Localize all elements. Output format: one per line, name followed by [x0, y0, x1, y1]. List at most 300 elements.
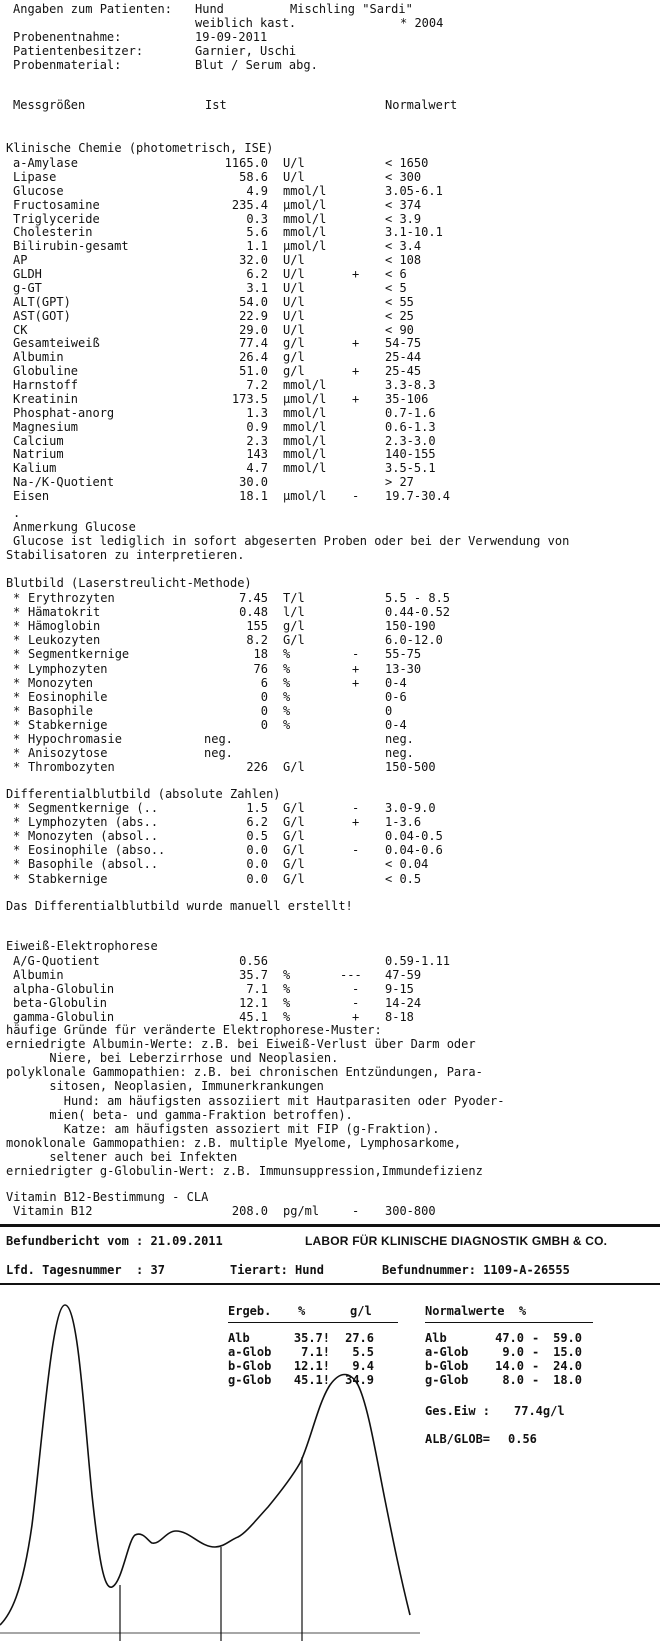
result-range: 3.05-6.1 — [385, 183, 443, 198]
result-flag: - — [352, 647, 360, 662]
sample-date-label: Probenentnahme: — [13, 30, 122, 44]
result-value: 18.1 — [239, 489, 268, 504]
result-name: Segmentkernige (.. — [28, 801, 159, 815]
result-unit: mmol/l — [283, 433, 327, 448]
ep-row-pct: 7.1! — [301, 1345, 330, 1359]
result-unit: % — [283, 717, 291, 732]
result-range: 3.3-8.3 — [385, 378, 436, 393]
result-unit: G/l — [283, 857, 305, 872]
result-range: 6.0-12.0 — [385, 633, 443, 648]
result-value: 4.9 — [246, 183, 268, 198]
result-flag: + — [352, 391, 360, 406]
result-range: 150-190 — [385, 619, 436, 634]
lab-name: LABOR FÜR KLINISCHE DIAGNOSTIK GMBH & CO. — [305, 1234, 608, 1248]
result-flag: + — [352, 661, 360, 676]
result-unit: T/l — [283, 591, 305, 605]
result-name: GLDH — [13, 267, 42, 282]
result-unit: % — [283, 675, 291, 690]
result-range: < 1650 — [385, 156, 429, 170]
result-name: Harnstoff — [13, 378, 79, 393]
result-range: < 0.5 — [385, 871, 422, 886]
result-flag: + — [352, 336, 360, 351]
note-line: erniedrigte Albumin-Werte: z.B. bei Eiweiß-Verlust über Darm oder — [6, 1037, 476, 1052]
ep-row-pct: 45.1! — [293, 1373, 330, 1387]
normal-row-high: 59.0 — [553, 1331, 582, 1345]
result-name: Segmentkernige — [28, 647, 130, 662]
result-unit: mmol/l — [283, 183, 327, 198]
result-range: 0.6-1.3 — [385, 419, 436, 434]
result-unit: % — [283, 689, 291, 704]
day-number: Lfd. Tagesnummer : 37 — [6, 1263, 165, 1277]
result-range: < 6 — [385, 267, 407, 282]
vitamin-flag: - — [352, 1204, 360, 1218]
result-unit: g/l — [283, 350, 305, 365]
normal-row-low: 14.0 — [495, 1359, 524, 1373]
result-flag: + — [352, 815, 360, 830]
result-value: neg. — [204, 746, 233, 761]
normal-row-name: b-Glob — [425, 1359, 469, 1373]
result-star: * — [13, 717, 21, 732]
result-unit: mmol/l — [283, 225, 327, 240]
result-star: * — [13, 591, 21, 605]
result-value: 45.1 — [239, 1010, 268, 1025]
result-star: * — [13, 675, 21, 690]
total-protein-label: Ges.Eiw : — [425, 1404, 491, 1418]
result-star: * — [13, 829, 21, 844]
column-name-header: Messgrößen — [13, 98, 86, 112]
result-unit: G/l — [283, 829, 305, 844]
result-name: Magnesium — [13, 419, 79, 434]
result-unit: mmol/l — [283, 378, 327, 393]
result-unit: % — [283, 1010, 291, 1025]
result-value: 6.2 — [246, 815, 268, 830]
ep-row-name: b-Glob — [228, 1359, 272, 1373]
result-range: 0.59-1.11 — [385, 954, 451, 968]
vitamin-range: 300-800 — [385, 1204, 436, 1218]
result-star: * — [13, 815, 21, 830]
result-value: 77.4 — [239, 336, 268, 351]
result-value: 32.0 — [239, 253, 268, 268]
result-unit: mmol/l — [283, 461, 327, 476]
result-value: 58.6 — [239, 169, 268, 184]
result-name: CK — [13, 322, 28, 337]
result-unit: U/l — [283, 156, 305, 170]
result-range: 3.0-9.0 — [385, 801, 436, 815]
result-unit: U/l — [283, 253, 305, 268]
result-value: 30.0 — [239, 475, 268, 490]
ep-row-name: Alb — [228, 1331, 250, 1345]
result-star: * — [13, 689, 21, 704]
result-star: * — [13, 647, 21, 662]
result-range: 25-44 — [385, 350, 422, 365]
ep-header-pct: % — [298, 1304, 306, 1318]
birth-year: * 2004 — [400, 16, 444, 30]
result-unit: µmol/l — [283, 239, 327, 254]
result-star: * — [13, 760, 21, 775]
result-name: Leukozyten — [28, 633, 101, 648]
ep-header-ergeb: Ergeb. — [228, 1304, 272, 1318]
result-range: 5.5 - 8.5 — [385, 591, 451, 605]
result-range: 0-4 — [385, 717, 407, 732]
species: Hund — [195, 2, 224, 16]
result-range: 3.1-10.1 — [385, 225, 443, 240]
result-unit: µmol/l — [283, 197, 327, 212]
result-unit: G/l — [283, 871, 305, 886]
result-star: * — [13, 633, 21, 648]
result-value: 7.1 — [246, 982, 268, 997]
note-line: Niere, bei Leberzirrhose und Neoplasien. — [6, 1051, 339, 1066]
result-name: Lipase — [13, 169, 57, 184]
result-unit: % — [283, 982, 291, 997]
material: Blut / Serum abg. — [195, 58, 318, 72]
result-star: * — [13, 703, 21, 718]
result-value: 29.0 — [239, 322, 268, 337]
result-range: 0.04-0.5 — [385, 829, 443, 844]
result-flag: - — [352, 801, 360, 815]
result-unit: G/l — [283, 815, 305, 830]
normal-header: Normalwerte % — [425, 1304, 527, 1318]
result-name: ALT(GPT) — [13, 294, 71, 309]
result-flag: - — [352, 982, 360, 997]
alb-glob-ratio-label: ALB/GLOB= — [425, 1432, 491, 1446]
result-range: > 27 — [385, 475, 414, 490]
result-range: 0.44-0.52 — [385, 605, 451, 620]
ep-row-gl: 9.4 — [352, 1359, 374, 1373]
result-name: Kalium — [13, 461, 57, 476]
ep-row-name: a-Glob — [228, 1345, 272, 1359]
result-name: Basophile (absol.. — [28, 857, 159, 872]
result-value: 1.1 — [246, 239, 268, 254]
sex: weiblich kast. — [195, 16, 297, 30]
result-flag: + — [352, 675, 360, 690]
result-name: Kreatinin — [13, 391, 79, 406]
result-value: 7.2 — [246, 378, 268, 393]
diff-section-title: Differentialblutbild (absolute Zahlen) — [6, 787, 281, 801]
result-range: < 0.04 — [385, 857, 429, 872]
result-flag: + — [352, 1010, 360, 1025]
result-name: Albumin — [13, 350, 64, 365]
result-value: 235.4 — [231, 197, 268, 212]
result-name: Phosphat-anorg — [13, 405, 115, 420]
ep-row-pct: 12.1! — [293, 1359, 330, 1373]
result-range: 1-3.6 — [385, 815, 422, 830]
ep-row-name: g-Glob — [228, 1373, 272, 1387]
result-unit: µmol/l — [283, 391, 327, 406]
note-line: mien( beta- und gamma-Fraktion betroffen). — [6, 1107, 353, 1122]
ep-header-underline — [228, 1322, 398, 1323]
range-dash: - — [532, 1331, 540, 1345]
result-unit: U/l — [283, 267, 305, 282]
result-star: * — [13, 746, 21, 761]
result-name: AST(GOT) — [13, 308, 71, 323]
alb-glob-ratio-value: 0.56 — [508, 1432, 537, 1446]
note-line: seltener auch bei Infekten — [6, 1149, 238, 1164]
result-value: neg. — [204, 732, 233, 746]
result-flag: + — [352, 364, 360, 379]
chem-section-title: Klinische Chemie (photometrisch, ISE) — [6, 141, 274, 155]
result-value: 0.56 — [239, 954, 268, 968]
result-value: 6 — [260, 675, 268, 690]
patient-label: Angaben zum Patienten: — [13, 2, 172, 16]
result-name: beta-Globulin — [13, 996, 107, 1011]
result-unit: U/l — [283, 308, 305, 323]
result-range: 0-6 — [385, 689, 407, 704]
result-name: Anisozytose — [28, 746, 108, 761]
result-name: alpha-Globulin — [13, 982, 115, 997]
result-range: neg. — [385, 746, 414, 761]
result-range: 9-15 — [385, 982, 414, 997]
ep-row-gl: 34.9 — [345, 1373, 374, 1387]
animal-type: Tierart: Hund — [230, 1263, 324, 1277]
result-star: * — [13, 843, 21, 858]
result-value: 0.0 — [246, 843, 268, 858]
range-dash: - — [532, 1373, 540, 1387]
result-unit: G/l — [283, 801, 305, 815]
result-unit: % — [283, 968, 291, 983]
result-unit: mmol/l — [283, 419, 327, 434]
result-range: 0 — [385, 703, 393, 718]
result-value: 4.7 — [246, 461, 268, 476]
result-value: 18 — [253, 647, 268, 662]
result-name: Cholesterin — [13, 225, 93, 240]
result-name: AP — [13, 253, 28, 268]
range-dash: - — [532, 1359, 540, 1373]
result-value: 226 — [246, 760, 268, 775]
result-name: Thrombozyten — [28, 760, 115, 775]
note-line: sitosen, Neoplasien, Immunerkrankungen — [6, 1079, 324, 1094]
result-unit: g/l — [283, 336, 305, 351]
result-value: 0.9 — [246, 419, 268, 434]
result-range: 140-155 — [385, 447, 436, 462]
result-unit: G/l — [283, 760, 305, 775]
result-name: Calcium — [13, 433, 64, 448]
result-value: 26.4 — [239, 350, 268, 365]
diff-manual-note: Das Differentialblutbild wurde manuell erstellt! — [6, 899, 353, 913]
result-flag: - — [352, 489, 360, 504]
result-value: 54.0 — [239, 294, 268, 309]
result-unit: µmol/l — [283, 489, 327, 504]
result-star: * — [13, 605, 21, 620]
column-normal-header: Normalwert — [385, 98, 458, 112]
owner-label: Patientenbesitzer: — [13, 44, 144, 58]
result-name: Erythrozyten — [28, 591, 115, 605]
result-unit: U/l — [283, 294, 305, 309]
result-name: A/G-Quotient — [13, 954, 100, 968]
ep-row-gl: 5.5 — [352, 1345, 374, 1359]
vitamin-unit: pg/ml — [283, 1204, 320, 1218]
result-range: 25-45 — [385, 364, 422, 379]
result-name: Fructosamine — [13, 197, 100, 212]
result-name: Glucose — [13, 183, 64, 198]
total-protein-value: 77.4g/l — [514, 1404, 565, 1418]
result-range: < 5 — [385, 280, 407, 295]
normal-row-name: a-Glob — [425, 1345, 469, 1359]
note-line: Hund: am häufigsten assoziiert mit Hautparasiten oder Pyoder- — [6, 1093, 505, 1108]
result-range: 0.7-1.6 — [385, 405, 436, 420]
sample-date: 19-09-2011 — [195, 30, 268, 44]
result-star: * — [13, 801, 21, 815]
result-value: 0 — [260, 703, 268, 718]
result-unit: % — [283, 703, 291, 718]
result-star: * — [13, 619, 21, 634]
result-value: 0.0 — [246, 857, 268, 872]
result-unit: l/l — [283, 605, 305, 620]
result-flag: - — [352, 996, 360, 1011]
normal-row-low: 47.0 — [495, 1331, 524, 1345]
result-unit: mmol/l — [283, 405, 327, 420]
material-label: Probenmaterial: — [13, 58, 122, 72]
result-range: 54-75 — [385, 336, 422, 351]
report-top-rule — [0, 1224, 660, 1227]
result-unit: mmol/l — [283, 211, 327, 226]
result-unit: G/l — [283, 843, 305, 858]
vitamin-value: 208.0 — [231, 1204, 268, 1218]
report-title: Befundbericht vom : 21.09.2011 — [6, 1234, 223, 1248]
result-flag: + — [352, 267, 360, 282]
result-range: 47-59 — [385, 968, 422, 983]
vitamin-section-title: Vitamin B12-Bestimmung - CLA — [6, 1190, 209, 1204]
result-value: 12.1 — [239, 996, 268, 1011]
result-flag: - — [352, 843, 360, 858]
result-name: Triglyceride — [13, 211, 100, 226]
result-name: Basophile — [28, 703, 94, 718]
result-name: Lymphozyten (abs.. — [28, 815, 159, 830]
result-range: 55-75 — [385, 647, 422, 662]
result-range: 0-4 — [385, 675, 407, 690]
result-value: 155 — [246, 619, 268, 634]
result-range: 8-18 — [385, 1010, 414, 1025]
result-value: 0 — [260, 717, 268, 732]
result-name: g-GT — [13, 280, 42, 295]
result-unit: U/l — [283, 322, 305, 337]
result-value: 35.7 — [239, 968, 268, 983]
result-value: 0.3 — [246, 211, 268, 226]
result-name: Gesamteiweiß — [13, 336, 100, 351]
result-value: 6.2 — [246, 267, 268, 282]
result-star: * — [13, 871, 21, 886]
glucose-note-dot: . — [13, 506, 21, 520]
result-range: < 3.4 — [385, 239, 422, 254]
result-unit: U/l — [283, 280, 305, 295]
result-name: Monozyten (absol.. — [28, 829, 159, 844]
result-value: 173.5 — [231, 391, 268, 406]
result-name: a-Amylase — [13, 156, 79, 170]
glucose-note-title: Anmerkung Glucose — [13, 520, 136, 534]
result-range: 0.04-0.6 — [385, 843, 443, 858]
result-flag: --- — [340, 968, 362, 983]
result-range: 150-500 — [385, 760, 436, 775]
result-value: 22.9 — [239, 308, 268, 323]
result-value: 0.0 — [246, 871, 268, 886]
result-name: Stabkernige — [28, 871, 108, 886]
normal-row-low: 9.0 — [502, 1345, 524, 1359]
result-value: 1165.0 — [224, 156, 268, 170]
electro-section-title: Eiweiß-Elektrophorese — [6, 939, 158, 953]
result-unit: g/l — [283, 364, 305, 379]
result-range: < 55 — [385, 294, 414, 309]
normal-row-name: Alb — [425, 1331, 447, 1345]
result-name: gamma-Globulin — [13, 1010, 115, 1025]
note-line: Katze: am häufigsten assoziert mit FIP (g-Fraktion). — [6, 1121, 440, 1136]
normal-row-name: g-Glob — [425, 1373, 469, 1387]
result-unit: % — [283, 996, 291, 1011]
result-value: 3.1 — [246, 280, 268, 295]
normal-row-low: 8.0 — [502, 1373, 524, 1387]
note-line: polyklonale Gammopathien: z.B. bei chronischen Entzündungen, Para- — [6, 1065, 483, 1080]
result-value: 2.3 — [246, 433, 268, 448]
note-line: monoklonale Gammopathien: z.B. multiple Myelome, Lymphosarkome, — [6, 1135, 462, 1150]
result-name: Eisen — [13, 489, 50, 504]
result-name: Hämoglobin — [28, 619, 101, 634]
result-value: 0.48 — [239, 605, 268, 620]
result-unit: G/l — [283, 633, 305, 648]
result-value: 1.3 — [246, 405, 268, 420]
result-star: * — [13, 661, 21, 676]
glucose-note-text: Glucose ist lediglich in sofort abgeserten Proben oder bei der Verwendung von Stabilisatoren zu interpretieren. — [6, 534, 570, 562]
result-range: 13-30 — [385, 661, 422, 676]
result-range: 14-24 — [385, 996, 422, 1011]
result-name: Bilirubin-gesamt — [13, 239, 129, 254]
result-name: Hämatokrit — [28, 605, 101, 620]
normal-row-high: 15.0 — [553, 1345, 582, 1359]
result-unit: % — [283, 661, 291, 676]
range-dash: - — [532, 1345, 540, 1359]
result-name: Eosinophile (abso.. — [28, 843, 166, 858]
result-unit: mmol/l — [283, 447, 327, 462]
result-range: 2.3-3.0 — [385, 433, 436, 448]
ep-row-pct: 35.7! — [293, 1331, 330, 1345]
vitamin-name: Vitamin B12 — [13, 1204, 93, 1218]
result-unit: g/l — [283, 619, 305, 634]
result-name: Stabkernige — [28, 717, 108, 732]
result-name: Lymphozyten — [28, 661, 108, 676]
owner: Garnier, Uschi — [195, 44, 297, 58]
blood-section-title: Blutbild (Laserstreulicht-Methode) — [6, 576, 252, 590]
note-line: häufige Gründe für veränderte Elektrophorese-Muster: — [6, 1023, 382, 1037]
result-value: 143 — [246, 447, 268, 462]
result-name: Globuline — [13, 364, 79, 379]
result-range: < 90 — [385, 322, 414, 337]
result-value: 5.6 — [246, 225, 268, 240]
result-name: Natrium — [13, 447, 64, 462]
result-range: 3.5-5.1 — [385, 461, 436, 476]
note-line: erniedrigter g-Globulin-Wert: z.B. Immunsuppression,Immundefizienz — [6, 1164, 483, 1178]
result-unit: U/l — [283, 169, 305, 184]
report-number: Befundnummer: 1109-A-26555 — [382, 1263, 570, 1277]
result-name: Hypochromasie — [28, 732, 122, 746]
result-name: Albumin — [13, 968, 64, 983]
result-star: * — [13, 857, 21, 872]
result-range: neg. — [385, 732, 414, 746]
result-range: < 3.9 — [385, 211, 422, 226]
column-actual-header: Ist — [205, 98, 227, 112]
breed-name: Mischling "Sardi" — [290, 2, 413, 16]
normal-row-high: 24.0 — [553, 1359, 582, 1373]
result-value: 0 — [260, 689, 268, 704]
result-range: < 374 — [385, 197, 422, 212]
ep-header-gl: g/l — [350, 1304, 372, 1318]
result-value: 8.2 — [246, 633, 268, 648]
ep-row-gl: 27.6 — [345, 1331, 374, 1345]
result-value: 7.45 — [239, 591, 268, 605]
result-value: 1.5 — [246, 801, 268, 815]
normal-row-high: 18.0 — [553, 1373, 582, 1387]
result-name: Monozyten — [28, 675, 94, 690]
result-range: < 300 — [385, 169, 422, 184]
result-value: 51.0 — [239, 364, 268, 379]
result-star: * — [13, 732, 21, 746]
result-unit: % — [283, 647, 291, 662]
